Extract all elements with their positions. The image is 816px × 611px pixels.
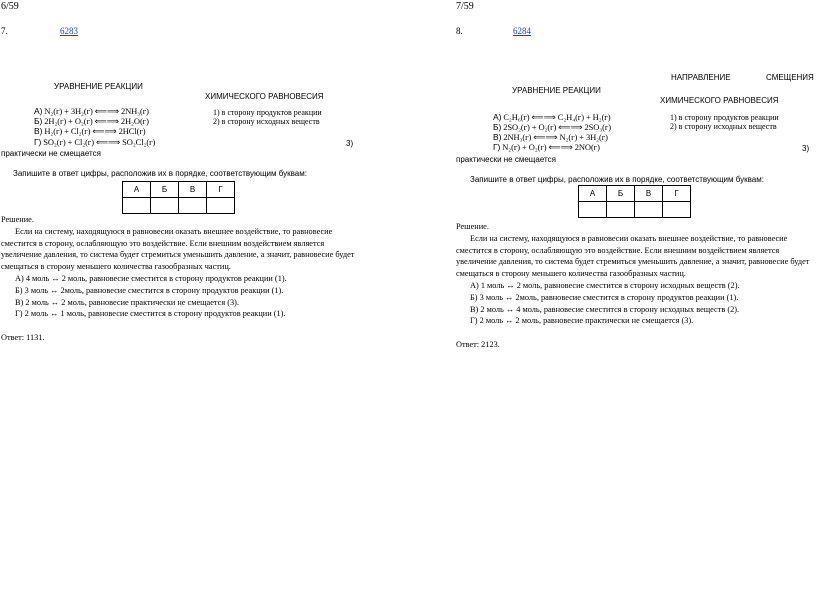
answer-cell[interactable] — [179, 198, 207, 214]
reaction-letter: А) — [493, 112, 502, 122]
answer-cell[interactable] — [579, 202, 607, 218]
reaction-equation: H₂(г) + Cl₂(г) ⟸⟹ 2HCl(г) — [44, 126, 146, 136]
reaction-equation: N₂(г) + O₂(г) ⟸⟹ 2NO(г) — [502, 142, 600, 152]
reaction-letter: Б) — [493, 122, 502, 132]
page-number: 6/59 — [1, 1, 19, 12]
reaction-equation: 2H₂(г) + O₂(г) ⟸⟹ 2H₂O(г) — [44, 116, 149, 126]
reaction-equation: N₂(г) + 3H₂(г) ⟸⟹ 2NH₃(г) — [44, 106, 149, 116]
solution-item: В) 2 моль ↔ 2 моль, равновесие практически не смещается (3). — [15, 297, 239, 307]
reaction-letter: А) — [34, 106, 43, 116]
reaction-d — [34, 137, 155, 148]
solution-title: Решение. — [456, 222, 489, 231]
option-1: 1) в сторону продуктов реакции — [213, 108, 322, 117]
table-header-d: Г — [663, 186, 691, 202]
reaction-letter: Г) — [34, 137, 42, 147]
solution-item: А) 1 моль ↔ 2 моль, равновесие сместится в сторону исходных веществ (2). — [470, 280, 740, 290]
solution-item: Б) 3 моль ↔ 2моль, равновесие сместится в сторону продуктов реакции (1). — [15, 285, 284, 295]
answer-cell[interactable] — [635, 202, 663, 218]
solution-title: Решение. — [1, 215, 34, 224]
option-2: 2) в сторону исходных веществ — [670, 122, 777, 131]
header-equilibrium: ХИМИЧЕСКОГО РАВНОВЕСИЯ — [660, 96, 779, 105]
task-link[interactable]: 6283 — [60, 26, 78, 36]
solution-text: Если на систему, находящуюся в равновесии оказать внешнее воздействие, то равновесие сместится в сторону, ослабляющую это воздействие. Если внешним воздействием является увеличение давления, то система будет стремиться уменьшить давление, а значит, равновесие будет смещаться в сторону меньшего количества газообразных частиц. — [1, 226, 355, 272]
table-header-c: В — [179, 182, 207, 198]
solution-item: Г) 2 моль ↔ 1 моль, равновесие сместится в сторону продуктов реакции (1). — [15, 309, 286, 319]
answer-cell[interactable] — [123, 198, 151, 214]
reaction-equation: SO₂(г) + Cl₂(г) ⟸⟹ SO₂Cl₂(г) — [43, 137, 156, 147]
option-2: 2) в сторону исходных веществ — [213, 117, 320, 126]
table-header-c: В — [635, 186, 663, 202]
page-number: 7/59 — [456, 1, 474, 12]
solution-item: В) 2 моль ↔ 4 моль, равновесие сместится в сторону исходных веществ (2). — [470, 304, 740, 314]
answer: Ответ: 2123. — [456, 340, 500, 350]
answer-table — [578, 185, 691, 218]
reaction-equation: C₂H₆(г) ⟸⟹ C₂H₄(г) + H₂(г) — [503, 112, 611, 122]
header-direction: НАПРАВЛЕНИЕ — [671, 73, 731, 82]
task-link[interactable]: 6284 — [513, 26, 531, 36]
option-3-text: практически не смещается — [456, 155, 556, 164]
reaction-letter: Б) — [34, 116, 43, 126]
solution-item: Б) 3 моль ↔ 2моль, равновесие сместится в сторону продуктов реакции (1). — [470, 292, 739, 302]
header-shift: СМЕЩЕНИЯ — [766, 73, 814, 82]
solution — [456, 221, 816, 351]
instruction: Запишите в ответ цифры, расположив их в порядке, соответствующим буквам: — [13, 169, 307, 178]
answer: Ответ: 1131. — [1, 333, 45, 343]
reaction-letter: Г) — [493, 142, 501, 152]
reaction-d — [493, 142, 600, 153]
solution — [1, 214, 363, 344]
header-equilibrium: ХИМИЧЕСКОГО РАВНОВЕСИЯ — [205, 92, 324, 101]
answer-cell[interactable] — [663, 202, 691, 218]
reaction-equation: 2SO₂(г) + O₂(г) ⟸⟹ 2SO₃(г) — [503, 122, 612, 132]
option-3-text: практически не смещается — [1, 149, 101, 158]
answer-cell[interactable] — [151, 198, 179, 214]
reaction-equation: 2NH₃(г) ⟸⟹ N₂(г) + 3H₂(г) — [503, 132, 608, 142]
option-3-number: 3) — [802, 144, 810, 153]
table-header-a: А — [579, 186, 607, 202]
header-reaction: УРАВНЕНИЕ РЕАКЦИИ — [54, 82, 143, 91]
option-1: 1) в сторону продуктов реакции — [670, 113, 779, 122]
reaction-letter: В) — [34, 126, 43, 136]
solution-item: А) 4 моль ↔ 2 моль, равновесие сместится в сторону продуктов реакции (1). — [15, 273, 287, 283]
reaction-c — [34, 126, 145, 137]
task-number: 7. — [1, 26, 8, 36]
solution-text: Если на систему, находящуюся в равновесии оказать внешнее воздействие, то равновесие сместится в сторону, ослабляющую это воздействие. Если внешним воздействием является увеличение давления, то система будет стремиться уменьшить давление, а значит, равновесие будет смещаться в сторону меньшего количества газообразных частиц. — [456, 233, 810, 279]
solution-item: Г) 2 моль ↔ 2 моль, равновесие практически не смещается (3). — [470, 316, 694, 326]
instruction: Запишите в ответ цифры, расположив их в порядке, соответствующим буквам: — [470, 175, 764, 184]
reaction-letter: В) — [493, 132, 502, 142]
table-header-a: А — [123, 182, 151, 198]
header-reaction: УРАВНЕНИЕ РЕАКЦИИ — [512, 86, 601, 95]
answer-table — [122, 181, 235, 214]
table-header-b: Б — [151, 182, 179, 198]
table-header-b: Б — [607, 186, 635, 202]
task-number: 8. — [456, 26, 463, 36]
answer-cell[interactable] — [207, 198, 235, 214]
answer-cell[interactable] — [607, 202, 635, 218]
page-right — [408, 0, 816, 611]
option-3-number: 3) — [346, 139, 354, 148]
table-header-d: Г — [207, 182, 235, 198]
